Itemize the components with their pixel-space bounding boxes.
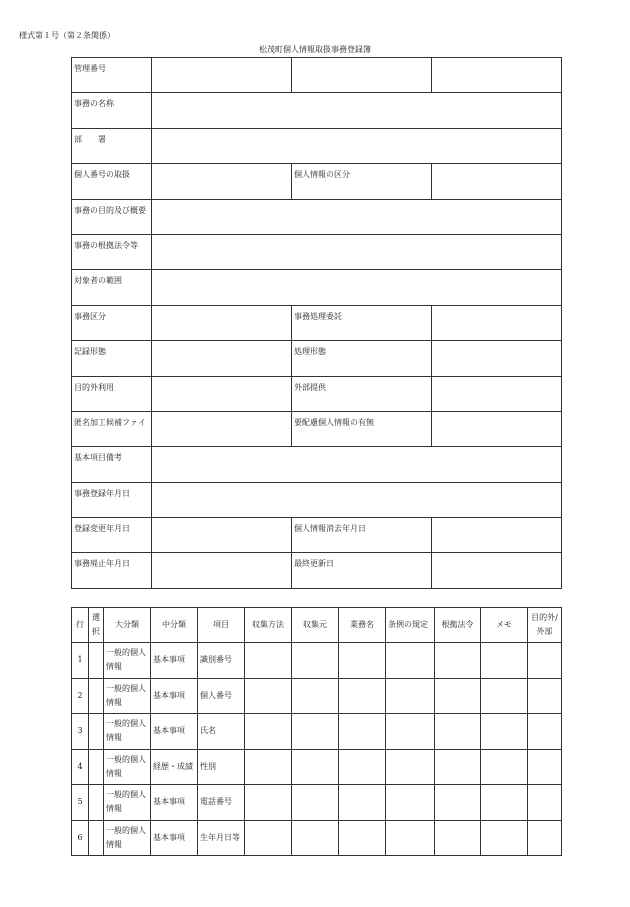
label-taishousha-hani: 対象者の範囲: [72, 270, 152, 305]
empty-cell[interactable]: [339, 820, 386, 856]
label-tokumei-kakou: 匿名加工候補ファイ: [72, 411, 152, 446]
empty-cell[interactable]: [292, 820, 339, 856]
label-kihon-koumoku-bikou: 基本項目備考: [72, 447, 152, 482]
empty-cell[interactable]: [292, 785, 339, 821]
col-header-shushu-moto: 収集元: [292, 608, 339, 643]
value-shori-keitai[interactable]: [432, 341, 562, 376]
chubunrui-cell: 経歴・成績: [151, 749, 198, 785]
empty-cell[interactable]: [481, 749, 528, 785]
row-number: 5: [72, 785, 89, 821]
empty-cell[interactable]: [528, 714, 562, 750]
label-gaibu-teikyou: 外部提供: [292, 376, 432, 411]
label-busho: 部 署: [72, 128, 152, 163]
empty-cell[interactable]: [339, 749, 386, 785]
empty-cell[interactable]: [435, 714, 481, 750]
koumoku-cell: 電話番号: [198, 785, 245, 821]
empty-cell[interactable]: [245, 714, 292, 750]
empty-cell[interactable]: [339, 785, 386, 821]
empty-cell[interactable]: [528, 820, 562, 856]
value-kihon-koumoku-bikou[interactable]: [152, 447, 562, 482]
daibunrui-cell: 一般的個人情報: [104, 820, 151, 856]
empty-cell[interactable]: [339, 714, 386, 750]
empty-cell[interactable]: [292, 749, 339, 785]
empty-cell[interactable]: [245, 678, 292, 714]
empty-cell[interactable]: [528, 749, 562, 785]
label-konkyo-hourei: 事務の根拠法令等: [72, 234, 152, 269]
empty-cell[interactable]: [435, 785, 481, 821]
items-table: [71, 607, 562, 856]
daibunrui-cell: 一般的個人情報: [104, 678, 151, 714]
row-number: 2: [72, 678, 89, 714]
empty-cell[interactable]: [245, 820, 292, 856]
chubunrui-cell: 基本事項: [151, 678, 198, 714]
daibunrui-cell: 一般的個人情報: [104, 749, 151, 785]
empty-cell[interactable]: [292, 678, 339, 714]
value-kanri-bangou-1[interactable]: [152, 58, 292, 93]
empty-cell[interactable]: [435, 678, 481, 714]
label-shoukyo-date: 個人情報消去年月日: [292, 518, 432, 553]
select-cell[interactable]: [89, 714, 104, 750]
value-kanri-bangou-2[interactable]: [292, 58, 432, 93]
empty-cell[interactable]: [528, 678, 562, 714]
col-header-jourei-kitei: 条例の規定: [386, 608, 435, 643]
empty-cell[interactable]: [386, 749, 435, 785]
empty-cell[interactable]: [435, 643, 481, 679]
col-header-koumoku: 項目: [198, 608, 245, 643]
label-kanri-bangou: 管理番号: [72, 58, 152, 93]
empty-cell[interactable]: [339, 678, 386, 714]
empty-cell[interactable]: [292, 643, 339, 679]
col-header-sentaku: 選択: [89, 608, 104, 643]
value-konkyo-hourei[interactable]: [152, 234, 562, 269]
label-jimu-shori-itaku: 事務処理委託: [292, 305, 432, 340]
registration-form-table: [71, 57, 562, 589]
value-mokuteki-gaiyou[interactable]: [152, 199, 562, 234]
value-jimu-shori-itaku[interactable]: [432, 305, 562, 340]
value-kojin-bangou[interactable]: [152, 164, 292, 199]
empty-cell[interactable]: [481, 785, 528, 821]
empty-cell[interactable]: [481, 820, 528, 856]
row-number: 3: [72, 714, 89, 750]
empty-cell[interactable]: [386, 643, 435, 679]
col-header-konkyo-hourei: 根拠法令: [435, 608, 481, 643]
table-row[interactable]: [72, 749, 562, 785]
label-mokutekigai-riyou: 目的外利用: [72, 376, 152, 411]
empty-cell[interactable]: [339, 643, 386, 679]
label-kojin-joho-kubun: 個人情報の区分: [292, 164, 432, 199]
value-busho[interactable]: [152, 128, 562, 163]
chubunrui-cell: 基本事項: [151, 820, 198, 856]
table-row[interactable]: [72, 820, 562, 856]
chubunrui-cell: 基本事項: [151, 714, 198, 750]
col-header-gyou: 行: [72, 608, 89, 643]
label-jimu-meishou: 事務の名称: [72, 93, 152, 128]
empty-cell[interactable]: [481, 643, 528, 679]
daibunrui-cell: 一般的個人情報: [104, 714, 151, 750]
select-cell[interactable]: [89, 678, 104, 714]
col-header-daibunrui: 大分類: [104, 608, 151, 643]
empty-cell[interactable]: [528, 785, 562, 821]
table-row[interactable]: [72, 714, 562, 750]
value-shoukyo-date[interactable]: [432, 518, 562, 553]
value-jimu-touroku-date[interactable]: [152, 482, 562, 517]
empty-cell[interactable]: [435, 749, 481, 785]
koumoku-cell: 生年月日等: [198, 820, 245, 856]
chubunrui-cell: 基本事項: [151, 785, 198, 821]
koumoku-cell: 性別: [198, 749, 245, 785]
row-number: 1: [72, 643, 89, 679]
label-touroku-henkou-date: 登録変更年月日: [72, 518, 152, 553]
col-header-mokutekigai: 目的外/外部: [528, 608, 562, 643]
select-cell[interactable]: [89, 785, 104, 821]
value-saishuu-koushin[interactable]: [432, 553, 562, 588]
koumoku-cell: 個人番号: [198, 678, 245, 714]
koumoku-cell: 氏名: [198, 714, 245, 750]
empty-cell[interactable]: [245, 643, 292, 679]
empty-cell[interactable]: [245, 749, 292, 785]
empty-cell[interactable]: [386, 785, 435, 821]
table-row[interactable]: [72, 643, 562, 679]
daibunrui-cell: 一般的個人情報: [104, 785, 151, 821]
value-kiroku-keitai[interactable]: [152, 341, 292, 376]
value-gaibu-teikyou[interactable]: [432, 376, 562, 411]
select-cell[interactable]: [89, 643, 104, 679]
col-header-chubunrui: 中分類: [151, 608, 198, 643]
select-cell[interactable]: [89, 749, 104, 785]
empty-cell[interactable]: [292, 714, 339, 750]
empty-cell[interactable]: [481, 714, 528, 750]
empty-cell[interactable]: [245, 785, 292, 821]
value-jimu-meishou[interactable]: [152, 93, 562, 128]
row-number: 6: [72, 820, 89, 856]
label-yohairyo: 要配慮個人情報の有無: [292, 411, 432, 446]
value-taishousha-hani[interactable]: [152, 270, 562, 305]
label-jimu-haishi-date: 事務廃止年月日: [72, 553, 152, 588]
table-row[interactable]: [72, 785, 562, 821]
empty-cell[interactable]: [528, 643, 562, 679]
koumoku-cell: 識別番号: [198, 643, 245, 679]
empty-cell[interactable]: [435, 820, 481, 856]
value-mokutekigai-riyou[interactable]: [152, 376, 292, 411]
value-jimu-kubun[interactable]: [152, 305, 292, 340]
value-yohairyo[interactable]: [432, 411, 562, 446]
label-kojin-bangou: 個人番号の取扱: [72, 164, 152, 199]
empty-cell[interactable]: [386, 820, 435, 856]
label-jimu-kubun: 事務区分: [72, 305, 152, 340]
value-kojin-joho-kubun[interactable]: [432, 164, 562, 199]
empty-cell[interactable]: [386, 714, 435, 750]
table-row[interactable]: [72, 678, 562, 714]
col-header-gyoumu-mei: 業務名: [339, 608, 386, 643]
col-header-memo: メモ: [481, 608, 528, 643]
daibunrui-cell: 一般的個人情報: [104, 643, 151, 679]
value-tokumei-kakou[interactable]: [152, 411, 292, 446]
label-saishuu-koushin: 最終更新日: [292, 553, 432, 588]
empty-cell[interactable]: [481, 678, 528, 714]
empty-cell[interactable]: [386, 678, 435, 714]
label-jimu-touroku-date: 事務登録年月日: [72, 482, 152, 517]
label-shori-keitai: 処理形態: [292, 341, 432, 376]
row-number: 4: [72, 749, 89, 785]
page-title: 松茂町個人情報取扱事務登録簿: [259, 45, 371, 54]
value-kanri-bangou-3[interactable]: [432, 58, 562, 93]
value-touroku-henkou-date[interactable]: [152, 518, 292, 553]
form-number: 様式第１号（第２条関係）: [19, 31, 115, 40]
value-jimu-haishi-date[interactable]: [152, 553, 292, 588]
chubunrui-cell: 基本事項: [151, 643, 198, 679]
col-header-shushu-houhou: 収集方法: [245, 608, 292, 643]
select-cell[interactable]: [89, 820, 104, 856]
label-kiroku-keitai: 記録形態: [72, 341, 152, 376]
label-mokuteki-gaiyou: 事務の目的及び概要: [72, 199, 152, 234]
